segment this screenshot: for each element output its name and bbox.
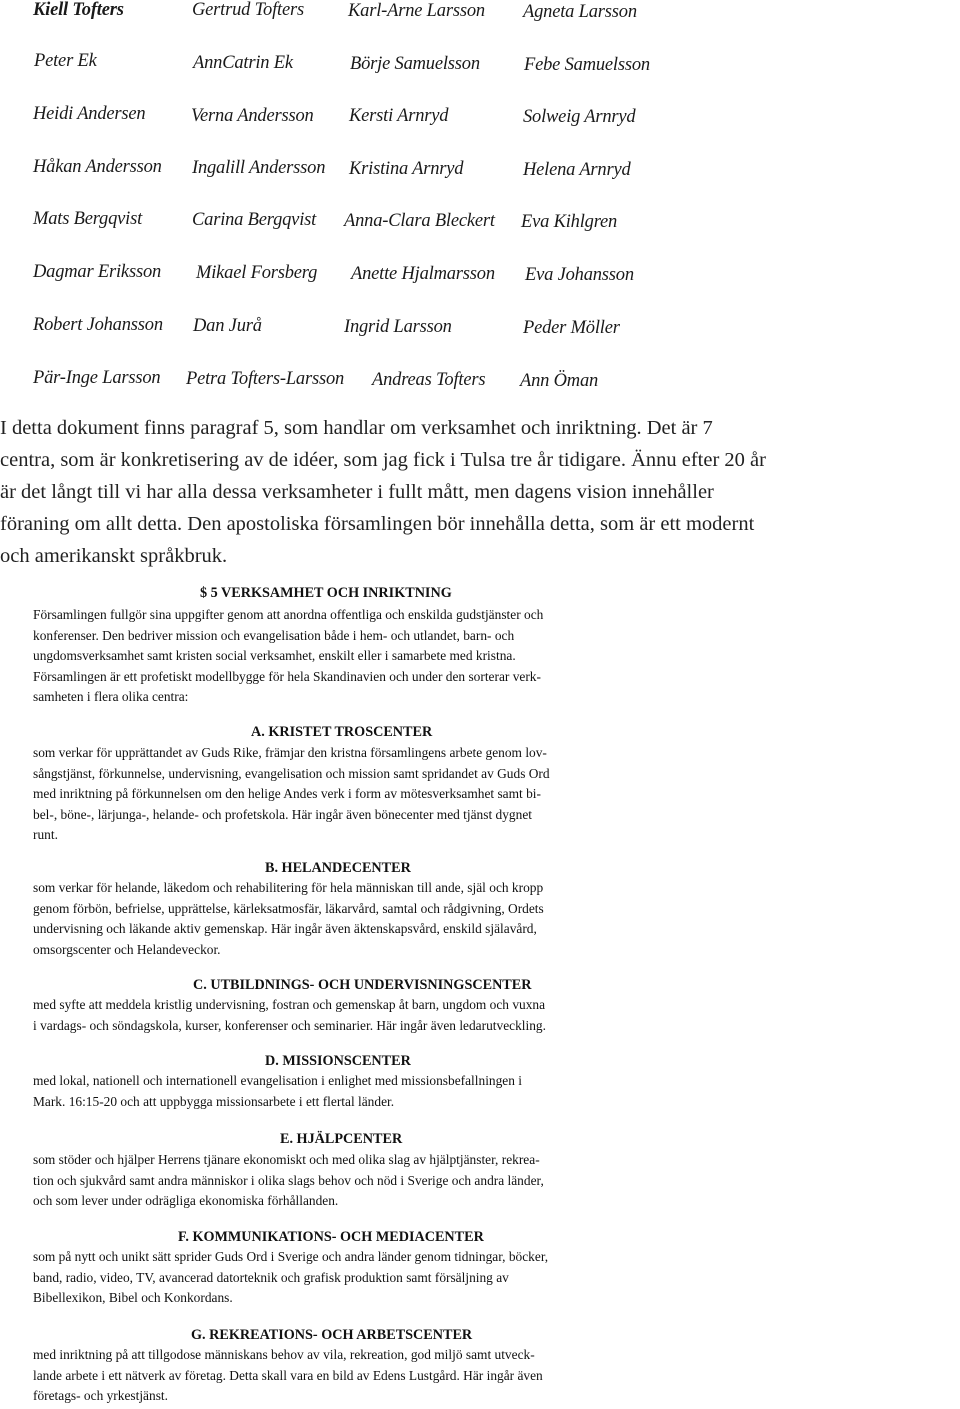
text-line: omsorgscenter och Helandeveckor.	[33, 941, 221, 957]
signatory-name: Helena Arnryd	[523, 160, 631, 180]
center-description	[33, 1150, 663, 1212]
signatory-name: Gertrud Tofters	[192, 0, 304, 20]
center-description	[33, 1071, 663, 1112]
intro-paragraph	[0, 412, 960, 572]
text-line: med inriktning på att tillgodose människans behov av vila, rekreation, god miljö samt utveck-	[33, 1347, 535, 1362]
text-line: band, radio, video, TV, avancerad datorteknik och grafisk produktion samt försäljning av	[33, 1269, 509, 1285]
text-line: som på nytt och unikt sätt sprider Guds Ord i Sverige och andra länder genom tidningar, böcker,	[33, 1249, 549, 1264]
signatory-name: Karl-Arne Larsson	[348, 1, 485, 21]
signatory-name: Håkan Andersson	[33, 157, 162, 177]
signatory-name: Heidi Andersen	[33, 104, 146, 124]
center-title: F. KOMMUNIKATIONS- OCH MEDIACENTER	[178, 1229, 484, 1245]
center-title: B. HELANDECENTER	[265, 860, 411, 876]
text-line: tion och sjukvård samt andra människor i olika slags behov och nöd i Sverige och andra länder,	[33, 1172, 544, 1188]
text-line: med lokal, nationell och internationell evangelisation i enlighet med missionsbefallningen i	[33, 1073, 523, 1088]
signatory-name: Anna-Clara Bleckert	[344, 211, 495, 231]
signatory-name: Dagmar Eriksson	[33, 262, 162, 282]
center-title: A. KRISTET TROSCENTER	[251, 724, 433, 740]
text-line: med inriktning på förkunnelsen om den helige Andes verk i form av mötesverksamhet samt bi-	[33, 786, 541, 801]
center-description	[33, 1247, 663, 1309]
signatory-name: Agneta Larsson	[523, 2, 637, 22]
intro-line: och amerikanskt språkbruk.	[0, 545, 228, 567]
signatory-name: Kristina Arnryd	[349, 159, 464, 179]
text-line: lande arbete i ett nätverk av företag. Detta skall vara en bild av Edens Lustgård. Här ingår även	[33, 1367, 543, 1383]
center-title: E. HJÄLPCENTER	[280, 1131, 403, 1147]
text-line: Bibellexikon, Bibel och Konkordans.	[33, 1290, 233, 1305]
section-title: $ 5 VERKSAMHET OCH INRIKTNING	[200, 585, 452, 601]
signatory-name: Kersti Arnryd	[349, 106, 449, 126]
text-line: som verkar för upprättandet av Guds Rike, främjar den kristna församlingens arbete genom lov-	[33, 745, 547, 760]
signatory-name: Andreas Tofters	[372, 370, 486, 390]
text-line: som stöder och hjälper Herrens tjänare ekonomiskt och med olika slag av hjälptjänster, rekrea-	[33, 1152, 540, 1167]
text-line: ungdomsverksamhet samt kristen social verksamhet, enskilt eller i samarbete med kristna.	[33, 648, 516, 663]
text-line: runt.	[33, 827, 58, 842]
signatory-name: Börje Samuelsson	[350, 54, 480, 74]
center-description	[33, 995, 663, 1036]
section-intro	[33, 605, 663, 708]
center-title: D. MISSIONSCENTER	[265, 1053, 411, 1069]
text-line: med syfte att meddela kristlig undervisning, fostran och gemenskap åt barn, ungdom och vuxna	[33, 997, 546, 1012]
text-line: bel-, böne-, lärjunga-, helande- och profetskola. Här ingår även bönecenter med tjänst dygnet	[33, 806, 532, 822]
intro-line: I detta dokument finns paragraf 5, som handlar om verksamhet och inriktning. Det är 7	[0, 417, 713, 439]
signatory-name: Robert Johansson	[33, 315, 163, 335]
signatory-name: AnnCatrin Ek	[193, 53, 293, 73]
text-line: genom förbön, befrielse, upprättelse, kärleksatmosfär, läkarvård, samtal och rådgivning, Ordets	[33, 900, 544, 916]
signatory-name: Eva Johansson	[525, 265, 634, 285]
text-line: sångstjänst, förkunnelse, undervisning, evangelisation och mission samt spridandet av Guds Ord	[33, 765, 550, 781]
text-line: Församlingen är ett profetiskt modellbygge för hela Skandinavien och under den sorterar verk-	[33, 668, 541, 684]
signatory-name: Carina Bergqvist	[192, 210, 317, 230]
text-line: Församlingen fullgör sina uppgifter genom att anordna offentliga och enskilda gudstjänster och	[33, 607, 544, 622]
intro-line: centra, som är konkretisering av de idéer, som jag fick i Tulsa tre år tidigare. Ännu efter 20 år	[0, 449, 766, 471]
signatory-name: Eva Kihlgren	[521, 212, 618, 232]
intro-line: föraning om allt detta. Den apostoliska församlingen bör innehålla detta, som är ett modernt	[0, 513, 755, 535]
signatory-name: Febe Samuelsson	[524, 55, 650, 75]
signatory-name: Petra Tofters-Larsson	[186, 369, 345, 389]
text-line: Mark. 16:15-20 och att uppbygga missionsarbete i ett flertal länder.	[33, 1093, 395, 1109]
text-line: som verkar för helande, läkedom och rehabilitering för hela människan till ande, själ och kropp	[33, 880, 544, 895]
signatory-name: Solweig Arnryd	[523, 107, 636, 127]
signatory-name: Ann Öman	[520, 371, 599, 391]
signatory-name: Ingrid Larsson	[344, 317, 452, 337]
center-description	[33, 878, 663, 960]
signatory-name: Dan Jurå	[193, 316, 262, 336]
signatory-name: Mikael Forsberg	[196, 263, 318, 283]
text-line: och som lever under odrägliga ekonomiska förhållanden.	[33, 1193, 339, 1208]
signatory-name: Peder Möller	[523, 318, 620, 338]
signatory-name: Anette Hjalmarsson	[351, 264, 495, 284]
text-line: samheten i flera olika centra:	[33, 689, 189, 704]
text-line: undervisning och läkande aktiv gemenskap. Här ingår även äktenskapsvård, enskild själavård,	[33, 921, 537, 936]
text-line: i vardags- och söndagskola, kurser, konferenser och seminarier. Här ingår även ledarutveckling.	[33, 1017, 546, 1033]
signatories-list	[0, 0, 700, 395]
center-title: C. UTBILDNINGS- OCH UNDERVISNINGSCENTER	[193, 977, 532, 993]
text-line: företags- och yrkestjänst.	[33, 1388, 168, 1403]
signatory-name: Ingalill Andersson	[192, 158, 326, 178]
intro-line: är det långt till vi har alla dessa verksamheter i fullt mått, men dagens vision innehåller	[0, 481, 714, 503]
center-title: G. REKREATIONS- OCH ARBETSCENTER	[191, 1327, 473, 1343]
center-description	[33, 743, 663, 846]
signatory-name: Kiell Tofters	[33, 0, 124, 20]
signatory-name: Peter Ek	[34, 51, 97, 71]
signatory-name: Verna Andersson	[191, 106, 314, 126]
signatory-name: Mats Bergqvist	[33, 209, 143, 229]
signatory-name: Pär-Inge Larsson	[33, 368, 161, 388]
center-description	[33, 1345, 663, 1407]
text-line: konferenser. Den bedriver mission och evangelisation både i hem- och utlandet, barn- och	[33, 627, 515, 643]
